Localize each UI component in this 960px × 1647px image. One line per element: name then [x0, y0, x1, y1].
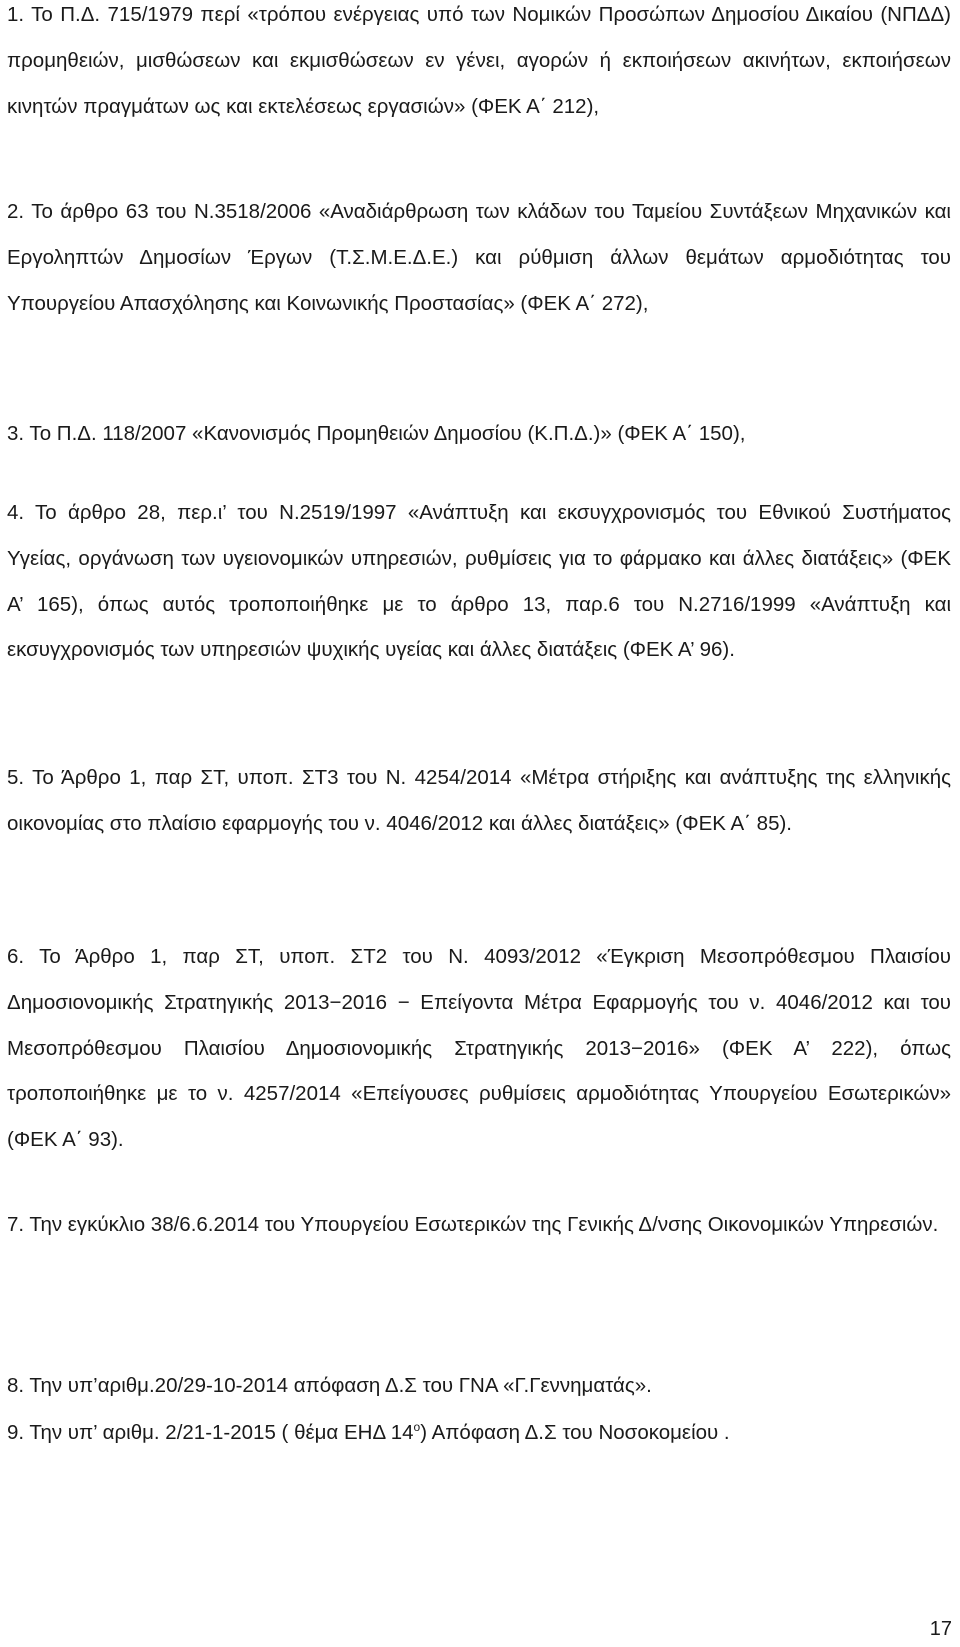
list-item-9-text-after: ) Απόφαση Δ.Σ του Νοσοκομείου . [420, 1421, 730, 1444]
list-item-7: 7. Την εγκύκλιο 38/6.6.2014 του Υπουργείου Εσωτερικών της Γενικής Δ/νσης Οικονομικών Υπηρεσιών. [7, 1213, 939, 1236]
list-item-6: 6. Το Άρθρο 1, παρ ΣΤ, υποπ. ΣΤ2 του Ν. 4093/2012 «Έγκριση Μεσοπρόθεσμου Πλαισίου Δημοσιονομικής Στρατηγικής 2013−2016 − Επείγοντα Μέτρα Εφαρμογής του ν. 4046/2012 και του Μεσοπρόθεσμου Πλαισίου Δημοσιονομικής Στρατηγικής 2013−2016» (ΦΕΚ Α’ 222), όπως τροποποιήθηκε με το ν. 4257/2014 «Επείγουσες ρυθμίσεις αρμοδιότητας Υπουργείου Εσωτερικών» (ΦΕΚ Α΄ 93). [7, 945, 951, 1152]
list-item-2: 2. Το άρθρο 63 του Ν.3518/2006 «Αναδιάρθρωση των κλάδων του Ταμείου Συντάξεων Μηχανικών και Εργοληπτών Δημοσίων Έργων (Τ.Σ.Μ.Ε.Δ.Ε.) και ρύθμιση άλλων θεμάτων αρμοδιότητας του Υπουργείου Απασχόλησης και Κοινωνικής Προστασίας» (ΦΕΚ Α΄ 272), [7, 200, 951, 315]
list-item-9 [7, 1410, 951, 1456]
list-item-5: 5. Το Άρθρο 1, παρ ΣΤ, υποπ. ΣΤ3 του Ν. 4254/2014 «Μέτρα στήριξης και ανάπτυξης της ελληνικής οικονομίας στο πλαίσιο εφαρμογής του ν. 4046/2012 και άλλες διατάξεις» (ΦΕΚ Α΄ 85). [7, 766, 951, 835]
page-number: 17 [929, 1618, 952, 1640]
list-item-4: 4. Το άρθρο 28, περ.ι’ του Ν.2519/1997 «Ανάπτυξη και εκσυγχρονισμός του Εθνικού Συστήματος Υγείας, οργάνωση των υγειονομικών υπηρεσιών, ρυθμίσεις για το φάρμακο και άλλες διατάξεις» (ΦΕΚ Α’ 165), όπως αυτός τροποποιήθηκε με το άρθρο 13, παρ.6 του Ν.2716/1999 «Ανάπτυξη και εκσυγχρονισμός των υπηρεσιών ψυχικής υγείας και άλλες διατάξεις (ΦΕΚ Α’ 96). [7, 501, 951, 662]
superscript-degree: ο [413, 1420, 421, 1435]
list-item-8: 8. Την υπ’αριθμ.20/29-10-2014 απόφαση Δ.Σ του ΓΝΑ «Γ.Γεννηματάς». [7, 1374, 652, 1397]
list-item-1: 1. Το Π.Δ. 715/1979 περί «τρόπου ενέργειας υπό των Νομικών Προσώπων Δημοσίου Δικαίου (ΝΠΔΔ) προμηθειών, μισθώσεων και εκμισθώσεων εν γένει, αγορών ή εκποιήσεων ακινήτων, εκποιήσεων κινητών πραγμάτων ως και εκτελέσεως εργασιών» (ΦΕΚ Α΄ 212), [7, 3, 951, 118]
list-item-9-text-before: 9. Την υπ’ αριθμ. 2/21-1-2015 ( θέμα ΕΗΔ 14 [7, 1421, 414, 1444]
list-item-3: 3. Το Π.Δ. 118/2007 «Κανονισμός Προμηθειών Δημοσίου (Κ.Π.Δ.)» (ΦΕΚ Α΄ 150), [7, 422, 746, 445]
